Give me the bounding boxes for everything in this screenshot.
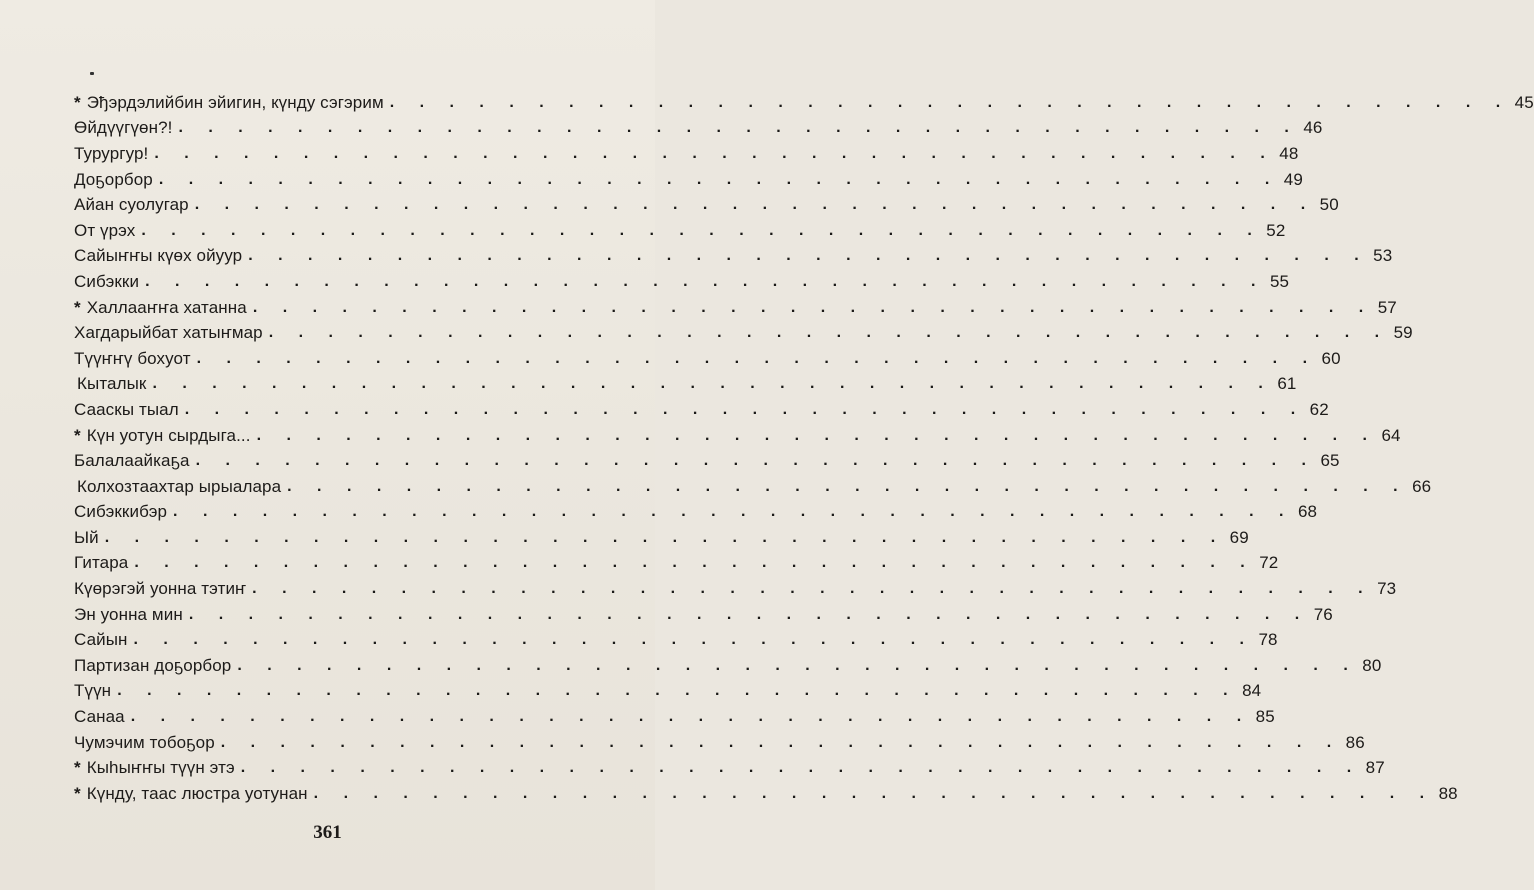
toc-entry bbox=[74, 704, 1275, 730]
toc-entry-leader: . . . . . . . . . . . . . . . . . . . . . . . . . . . . . . . . . . . . . . bbox=[152, 375, 1274, 393]
toc-entry-title: Сайыҥҥы күөх ойуур bbox=[74, 246, 243, 266]
toc-entry-page: 76 bbox=[1313, 604, 1333, 624]
toc-entry-page: 48 bbox=[1279, 143, 1299, 163]
toc-entry-title: Сааскы тыал bbox=[74, 399, 179, 419]
toc-entry-page: 80 bbox=[1362, 655, 1382, 675]
toc-entry-leader: . . . . . . . . . . . . . . . . . . . . . . . . . . . . . . . . . . . . . . bbox=[313, 784, 1435, 802]
toc-entry-leader: . . . . . . . . . . . . . . . . . . . . . . . . . . . . . . . . . . . . . . bbox=[252, 580, 1374, 598]
toc-entry-page: 49 bbox=[1283, 169, 1303, 189]
toc-entry-title: Ый bbox=[74, 527, 99, 547]
toc-entry-title: Халлааҥҥа хатанна bbox=[86, 297, 247, 317]
toc-entry-title: Сибэкки bbox=[74, 271, 140, 291]
toc-entry-page: 72 bbox=[1259, 553, 1279, 573]
toc-entry bbox=[74, 730, 1365, 756]
toc-entry bbox=[74, 116, 1323, 142]
toc-entry-title: Балалаайкаҕа bbox=[74, 451, 190, 471]
toc-entry-page: 57 bbox=[1377, 297, 1397, 317]
toc-entry-page: 61 bbox=[1277, 374, 1297, 394]
toc-entry-leader: . . . . . . . . . . . . . . . . . . . . . . . . . . . . . . . . . . . . . . bbox=[389, 93, 1511, 111]
toc-entry-title: Гитара bbox=[74, 553, 129, 573]
toc-entry-page: 59 bbox=[1393, 323, 1413, 343]
toc-entry-leader: . . . . . . . . . . . . . . . . . . . . . . . . . . . . . . . . . . . . . . bbox=[287, 477, 1409, 495]
toc-entry-leader: . . . . . . . . . . . . . . . . . . . . . . . . . . . . . . . . . . . . . . bbox=[178, 119, 1300, 137]
toc-entry bbox=[74, 781, 1458, 807]
toc-entry-title: От үрэх bbox=[74, 220, 136, 240]
toc-entry-page: 60 bbox=[1321, 348, 1341, 368]
toc-entry-leader: . . . . . . . . . . . . . . . . . . . . . . . . . . . . . . . . . . . . . . bbox=[237, 656, 1359, 674]
toc-entry-title: Хагдарыйбат хатыҥмар bbox=[74, 323, 263, 343]
toc-entry-leader: . . . . . . . . . . . . . . . . . . . . . . . . . . . . . . . . . . . . . . bbox=[154, 144, 1276, 162]
toc-entry-page: 55 bbox=[1269, 271, 1290, 291]
toc-entry bbox=[74, 448, 1340, 474]
toc-entry bbox=[74, 218, 1286, 244]
toc-entry-title: Кыталык bbox=[77, 374, 147, 394]
toc-entry-page: 78 bbox=[1258, 630, 1278, 650]
toc-entry-leader: . . . . . . . . . . . . . . . . . . . . . . . . . . . . . . . . . . . . . . bbox=[188, 605, 1310, 623]
toc-entry-title: Доҕорбор bbox=[74, 169, 153, 189]
toc-entry-star: * bbox=[74, 783, 81, 803]
toc-entry bbox=[74, 90, 1534, 116]
toc-entry-page: 52 bbox=[1266, 220, 1286, 240]
toc-entry-page: 53 bbox=[1373, 246, 1393, 266]
toc-entry-page: 66 bbox=[1412, 476, 1432, 496]
toc-entry-page: 46 bbox=[1303, 118, 1323, 138]
page-number: 361 bbox=[313, 822, 342, 843]
toc-entry-page: 86 bbox=[1345, 732, 1365, 752]
toc-entry-page: 88 bbox=[1438, 783, 1458, 803]
toc-entry-title: Эђэрдэлийбин эйигин, күнду сэгэрим bbox=[86, 92, 384, 112]
toc-entry-star: * bbox=[74, 92, 81, 112]
toc-entry bbox=[74, 576, 1397, 602]
toc-entry bbox=[74, 423, 1401, 449]
toc-entry-star: * bbox=[74, 758, 81, 778]
toc-entry-title: Күөрэгэй уонна тэтиҥ bbox=[74, 579, 247, 599]
toc-entry bbox=[74, 500, 1318, 526]
toc-entry-page: 68 bbox=[1297, 502, 1318, 522]
toc-entry bbox=[74, 653, 1382, 679]
toc-entry-star: * bbox=[74, 297, 81, 317]
toc-entry-leader: . . . . . . . . . . . . . . . . . . . . . . . . . . . . . . . . . . . . . . bbox=[104, 528, 1226, 546]
toc-entry-leader: . . . . . . . . . . . . . . . . . . . . . . . . . . . . . . . . . . . . . . bbox=[240, 759, 1362, 777]
toc-entry-page: 69 bbox=[1229, 527, 1249, 547]
toc-entry bbox=[74, 551, 1279, 577]
toc-entry bbox=[74, 372, 1297, 398]
toc-entry-leader: . . . . . . . . . . . . . . . . . . . . . . . . . . . . . . . . . . . . . . bbox=[195, 452, 1317, 470]
toc-entry-title: Колхозтаахтар ырыалара bbox=[77, 476, 282, 496]
toc-entry-leader: . . . . . . . . . . . . . . . . . . . . . . . . . . . . . . . . . . . . . . bbox=[141, 221, 1263, 239]
toc-entry-title: Сибэккибэр bbox=[74, 502, 168, 522]
toc-entry-leader: . . . . . . . . . . . . . . . . . . . . . . . . . . . . . . . . . . . . . . bbox=[248, 247, 1370, 265]
toc-entry-leader: . . . . . . . . . . . . . . . . . . . . . . . . . . . . . . . . . . . . . . bbox=[145, 272, 1266, 290]
toc-entry bbox=[74, 167, 1303, 193]
toc-entry-leader: . . . . . . . . . . . . . . . . . . . . . . . . . . . . . . . . . . . . . . bbox=[173, 503, 1294, 521]
toc-entry bbox=[74, 295, 1397, 321]
toc-entry-title: Чумэчим тобоҕор bbox=[74, 732, 215, 752]
toc-entry-page: 45 bbox=[1514, 92, 1534, 112]
toc-entry-star: * bbox=[74, 425, 81, 445]
toc-entry bbox=[74, 525, 1249, 551]
toc-entry bbox=[74, 141, 1299, 167]
toc-entry-leader: . . . . . . . . . . . . . . . . . . . . . . . . . . . . . . . . . . . . . . bbox=[194, 196, 1316, 214]
toc-entry-page: 87 bbox=[1365, 758, 1385, 778]
toc-entry-leader: . . . . . . . . . . . . . . . . . . . . . . . . . . . . . . . . . . . . . . bbox=[252, 298, 1374, 316]
toc-entry-leader: . . . . . . . . . . . . . . . . . . . . . . . . . . . . . . . . . . . . . . bbox=[220, 733, 1342, 751]
toc-entry-title: Түүҥҥү бохуот bbox=[74, 348, 191, 368]
toc-entry bbox=[74, 346, 1341, 372]
toc-entry-title: Турургур! bbox=[74, 143, 149, 163]
toc-entry-title: Күнду, таас люстра уотунан bbox=[86, 783, 308, 803]
toc-entry-page: 62 bbox=[1309, 399, 1329, 419]
toc-entry bbox=[74, 474, 1432, 500]
toc-entry bbox=[74, 192, 1339, 218]
toc-entry-leader: . . . . . . . . . . . . . . . . . . . . . . . . . . . . . . . . . . . . . . bbox=[158, 170, 1280, 188]
toc-entry bbox=[74, 269, 1290, 295]
toc-entry bbox=[74, 320, 1413, 346]
toc-entry-leader: . . . . . . . . . . . . . . . . . . . . . . . . . . . . . . . . . . . . . . bbox=[268, 324, 1390, 342]
toc-entry-leader: . . . . . . . . . . . . . . . . . . . . . . . . . . . . . . . . . . . . . . bbox=[196, 349, 1318, 367]
toc-entry-page: 65 bbox=[1320, 451, 1340, 471]
toc-entry-page: 73 bbox=[1377, 579, 1397, 599]
toc-entry-leader: . . . . . . . . . . . . . . . . . . . . . . . . . . . . . . . . . . . . . . bbox=[130, 708, 1252, 726]
toc-entry-title: Эн уонна мин bbox=[74, 604, 183, 624]
toc-entry-leader: . . . . . . . . . . . . . . . . . . . . . . . . . . . . . . . . . . . . . . bbox=[117, 682, 1239, 700]
toc-entry bbox=[74, 627, 1278, 653]
toc-entry-page: 50 bbox=[1319, 195, 1339, 215]
toc-entry-title: Кыһыҥҥы түүн этэ bbox=[86, 758, 235, 778]
toc-entry bbox=[74, 755, 1385, 781]
toc-entry-title: Санаа bbox=[74, 707, 125, 727]
toc-entry-title: Сайын bbox=[74, 630, 128, 650]
toc-entry-title: Өйдүүгүөн?! bbox=[74, 118, 173, 138]
toc-entry-title: Күн уотун сырдыга... bbox=[86, 425, 251, 445]
toc-entry bbox=[74, 397, 1329, 423]
toc-entry bbox=[74, 679, 1262, 705]
toc-entry-leader: . . . . . . . . . . . . . . . . . . . . . . . . . . . . . . . . . . . . . . bbox=[134, 554, 1256, 572]
toc-entry-leader: . . . . . . . . . . . . . . . . . . . . . . . . . . . . . . . . . . . . . . bbox=[184, 400, 1306, 418]
toc-entry bbox=[74, 602, 1333, 628]
ink-speck bbox=[90, 72, 94, 75]
toc-entry-title: Партизан доҕорбор bbox=[74, 655, 232, 675]
toc-entry-leader: . . . . . . . . . . . . . . . . . . . . . . . . . . . . . . . . . . . . . . bbox=[133, 631, 1255, 649]
table-of-contents bbox=[74, 90, 1534, 807]
toc-entry-leader: . . . . . . . . . . . . . . . . . . . . . . . . . . . . . . . . . . . . . . bbox=[256, 426, 1378, 444]
toc-entry bbox=[74, 244, 1393, 270]
toc-entry-title: Түүн bbox=[74, 681, 112, 701]
toc-entry-page: 84 bbox=[1242, 681, 1262, 701]
toc-entry-title: Айан суолугар bbox=[74, 195, 189, 215]
toc-entry-page: 64 bbox=[1381, 425, 1401, 445]
toc-entry-page: 85 bbox=[1255, 707, 1275, 727]
